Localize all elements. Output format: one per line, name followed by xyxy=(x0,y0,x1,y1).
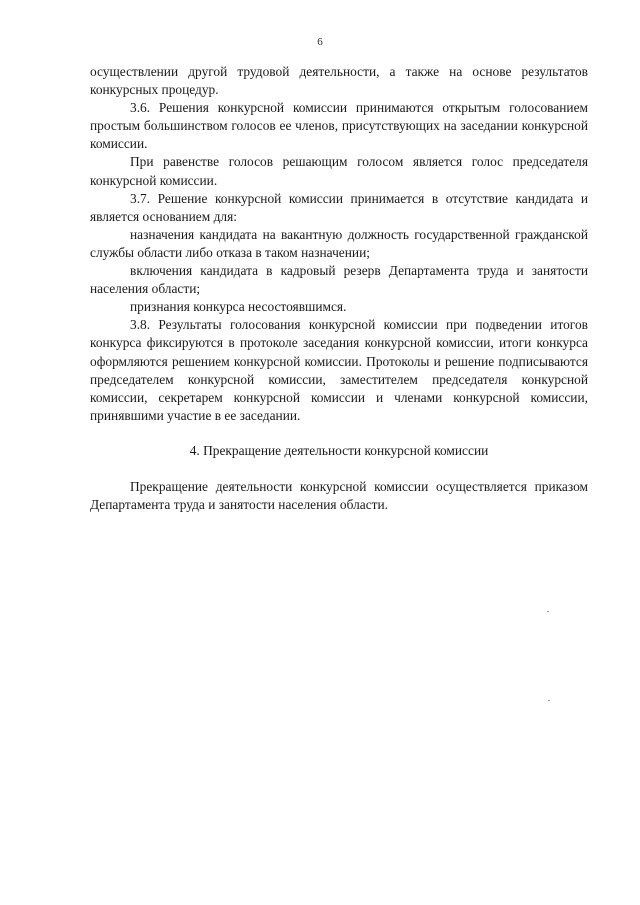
paragraph-termination: Прекращение деятельности конкурсной комиссии осуществляется приказом Департамента труда и занятости населения области. xyxy=(90,478,588,513)
paragraph-3-8: 3.8. Результаты голосования конкурсной комиссии при подведении итогов конкурса фиксируются в протоколе заседания конкурсной комиссии, итоги конкурса оформляются решением конкурсной комиссии. Протоколы и решение подписываются председателем конкурсной комиссии, заместителем председателя конкурсной комиссии, секретарем конкурсной комиссии и членами конкурсной комиссии, принявшими участие в ее заседании. xyxy=(90,317,588,423)
scan-speck xyxy=(548,700,550,701)
document-body xyxy=(90,63,588,514)
page-number: 6 xyxy=(317,36,323,48)
list-item-appointment: назначения кандидата на вакантную должность государственной гражданской службы области либо отказа в таком назначении; xyxy=(90,226,588,260)
section-heading: 4. Прекращение деятельности конкурсной комиссии xyxy=(189,442,489,458)
list-item-reserve: включения кандидата в кадровый резерв Департамента труда и занятости населения области; xyxy=(90,263,588,297)
list-item-failed-contest: признания конкурса несостоявшимся. xyxy=(130,299,347,315)
paragraph-3-7: 3.7. Решение конкурсной комиссии принимается в отсутствие кандидата и является основанием для: xyxy=(90,190,588,224)
scan-speck xyxy=(547,611,549,612)
paragraph-3-6: 3.6. Решения конкурсной комиссии принимаются открытым голосованием простым большинством голосов ее членов, присутствующих на заседании конкурсной комиссии. xyxy=(90,100,588,152)
paragraph-continuation: осуществлении другой трудовой деятельности, а также на основе результатов конкурсных процедур. xyxy=(90,64,588,98)
paragraph-tie-vote: При равенстве голосов решающим голосом является голос председателя конкурсной комиссии. xyxy=(90,154,588,188)
